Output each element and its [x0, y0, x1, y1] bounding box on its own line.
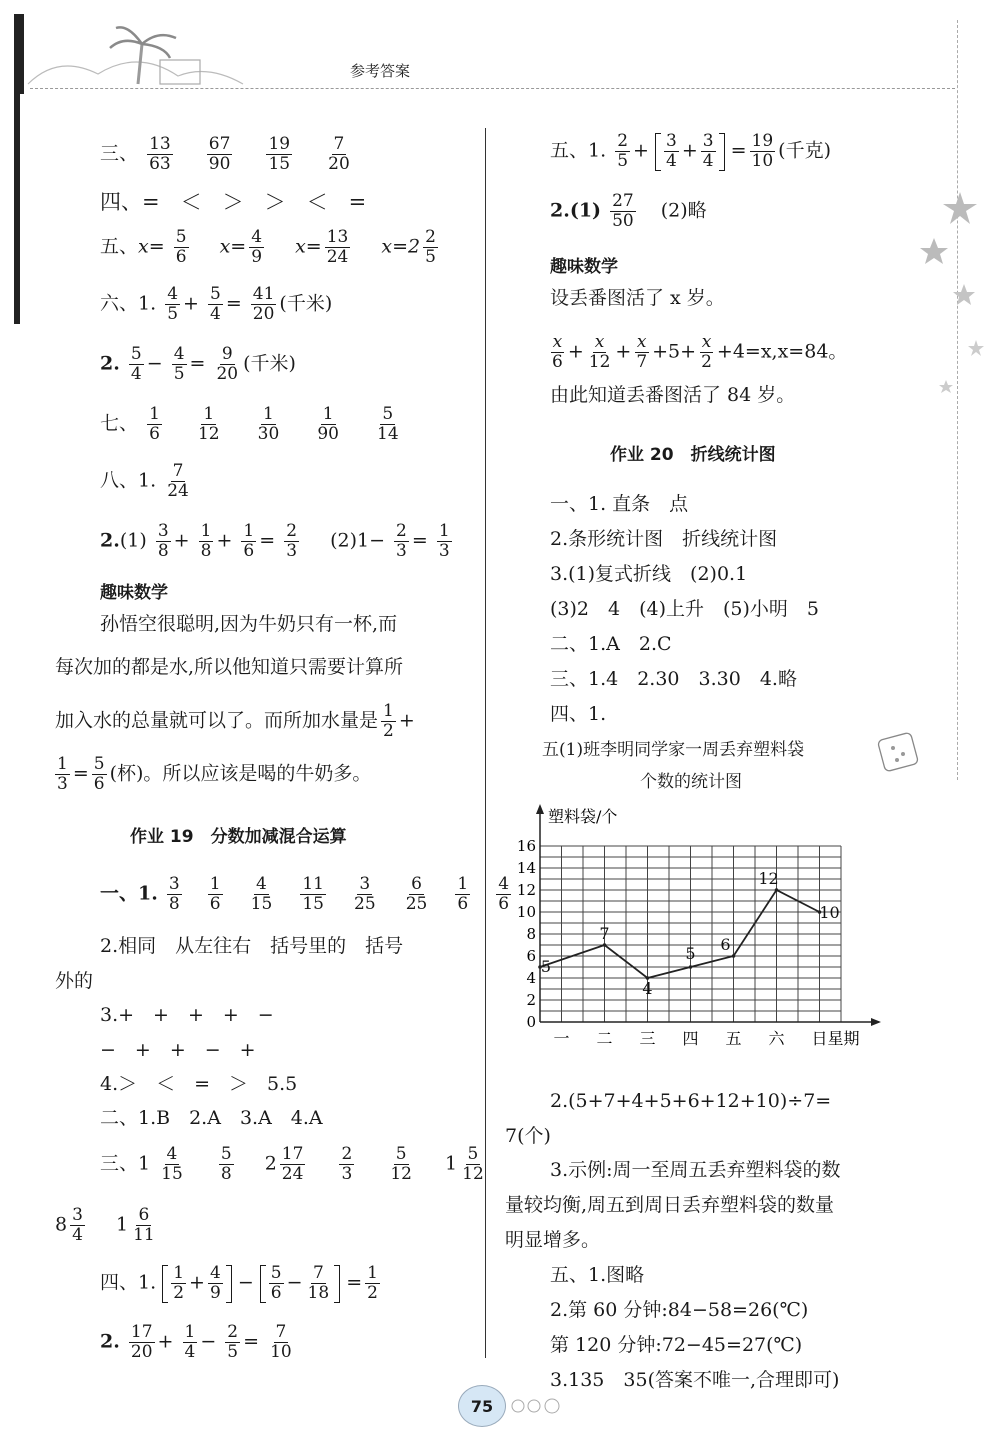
y-tick-label: 14: [516, 859, 536, 877]
data-point: [689, 965, 693, 969]
left-liu1-line: 六、1. $\frac{4}{5}$ + $\frac{5}{4}$ = $\frac{41}{20}$ (千米): [100, 284, 333, 324]
data-label: 7: [599, 924, 610, 943]
h19-er-line: 二、1.B 2.A 3.A 4.A: [100, 1107, 323, 1129]
y-tick-label: 4: [526, 969, 536, 987]
h19-4-line: 4.＞ ＜ = ＞ 5.5: [100, 1073, 298, 1095]
left-ba1-line: 八、1. $\frac{7}{24}$: [100, 461, 189, 501]
header-decoration: [18, 14, 248, 94]
fun-right-line: 由此知道丢番图活了 84 岁。: [550, 384, 796, 406]
left-margin-bar: [14, 14, 20, 324]
homework-20-title: 作业 20 折线统计图: [610, 445, 776, 465]
h20-wu-line: 3.135 35(答案不唯一,合理即可): [550, 1369, 840, 1391]
homework-19-title: 作业 19 分数加减混合运算: [130, 827, 347, 847]
left-wu-line: 五、x= $\frac{5}{6}$ x= $\frac{4}{9}$ x= $\frac{13}{24}$ x=2 $\frac{2}{5}$: [100, 227, 436, 267]
y-tick-label: 16: [516, 837, 536, 855]
x-axis-label: 星期: [827, 1029, 860, 1048]
fraction: $\frac{19}{15}$: [268, 134, 291, 174]
y-tick-label: 8: [526, 925, 536, 943]
header-title: 参考答案: [350, 62, 411, 80]
fun-right-line: 设丢番图活了 x 岁。: [550, 287, 725, 309]
h19-3-line: 3.+ + + + −: [100, 1004, 274, 1026]
page-number-badge: [458, 1385, 506, 1427]
h20-line: 二、1.A 2.C: [550, 633, 672, 655]
h20-wu-line: 2.第 60 分钟:84−58=26(℃): [550, 1299, 809, 1321]
fun-paragraph-line: $\frac{1}{3}$ = $\frac{5}{6}$ (杯)。所以应该是喝的牛奶多。: [57, 754, 372, 794]
y-axis-label: 塑料袋/个: [548, 807, 618, 826]
left-ba2-line: 2.(1) $\frac{3}{8}$ + $\frac{1}{8}$ + $\frac{1}{6}$ = $\frac{2}{3}$ (2)1− $\frac{2}{3}$ = $\frac{1}{3}$: [100, 521, 450, 561]
fun-paragraph-line: 孙悟空很聪明,因为牛奶只有一杯,而: [100, 613, 398, 635]
fraction: $\frac{7}{20}$: [328, 134, 350, 174]
y-tick-label: 2: [526, 991, 536, 1009]
data-label: 12: [758, 869, 779, 888]
section-label: 三、: [100, 142, 139, 165]
line-chart: [505, 800, 905, 1060]
y-tick-label: 0: [526, 1013, 536, 1031]
data-point: [775, 888, 779, 892]
h20-example-line: 明显增多。: [505, 1229, 601, 1251]
h20-example-line: 量较均衡,周五到周日丢弃塑料袋的数量: [505, 1194, 835, 1216]
h20-line: (3)2 4 (4)上升 (5)小明 5: [550, 598, 820, 620]
h19-san-line: 三、1 $\frac{4}{15}$ $\frac{5}{8}$ 2 $\frac{17}{24}$ $\frac{2}{3}$ $\frac{5}{12}$ 1 $\frac{5}{12}$: [100, 1144, 484, 1184]
left-qi-line: 七、 $\frac{1}{6}$ $\frac{1}{12}$ $\frac{1}{30}$ $\frac{1}{90}$ $\frac{5}{14}$: [100, 404, 399, 444]
fun-math-heading: 趣味数学: [550, 257, 618, 277]
fun-paragraph-line: 加入水的总量就可以了。而所加水量是 $\frac{1}{2}$ +: [55, 701, 415, 741]
data-point: [603, 943, 607, 947]
data-label: 10: [819, 903, 840, 922]
dice-stamp-icon: [875, 728, 923, 776]
h20-wu-line: 第 120 分钟:72−45=27(℃): [550, 1334, 803, 1356]
x-tick-label: 六: [768, 1029, 785, 1048]
fun-right-equation: $\frac{x}{6}$ + $\frac{x}{12}$ + $\frac{x}{7}$ +5+ $\frac{x}{2}$ +4=x,x=84。: [552, 332, 848, 372]
left-liu2-line: 2. $\frac{5}{4}$ − $\frac{4}{5}$ = $\frac{9}{20}$ (千米): [100, 344, 296, 384]
h19-san2-line: 8 $\frac{3}{4}$ 1 $\frac{6}{11}$: [55, 1205, 155, 1245]
chart-title-line: 五(1)班李明同学家一周丢弃塑料袋: [542, 740, 805, 760]
star-decoration-icon: [920, 180, 1000, 410]
h19-si2-line: 2. $\frac{17}{20}$ + $\frac{1}{4}$ − $\frac{2}{5}$ = $\frac{7}{10}$: [100, 1322, 292, 1362]
h20-line: 一、1. 直条 点: [550, 493, 689, 515]
h19-yi-line: 一、1. $\frac{3}{8}$ $\frac{1}{6}$ $\frac{4}{15}$ $\frac{11}{15}$ $\frac{3}{25}$ $\frac{6}{25}$ $\frac{1}{6}$ $\frac{4}{6}$: [100, 874, 510, 914]
right-wu2-line: 2.(1) $\frac{27}{50}$ (2)略: [550, 191, 707, 231]
h20-line: 2.条形统计图 折线统计图: [550, 528, 778, 550]
h19-3-line: − + + − +: [100, 1039, 256, 1061]
data-point: [732, 954, 736, 958]
h20-calc-line: 2.(5+7+4+5+6+12+10)÷7=: [550, 1090, 832, 1112]
x-tick-label: 三: [639, 1029, 656, 1048]
fun-paragraph-line: 每次加的都是水,所以他知道只需要计算所: [55, 656, 404, 678]
bubble-decoration-icon: [508, 1396, 568, 1416]
palm-tree-icon: [18, 14, 248, 94]
y-tick-label: 6: [526, 947, 536, 965]
fun-math-heading: 趣味数学: [100, 583, 168, 603]
x-tick-label: 一: [553, 1029, 570, 1048]
h19-si1-line: 四、1. $\frac{1}{2}$ + $\frac{4}{9}$ − $\frac{5}{6}$ − $\frac{7}{18}$ = $\frac{1}{2}$: [100, 1263, 378, 1303]
left-si-line: 四、= ＜ ＞ ＞ ＜ =: [100, 190, 367, 214]
y-axis-arrow: [536, 804, 544, 814]
x-tick-label: 日: [811, 1029, 828, 1048]
h20-example-line: 3.示例:周一至周五丢弃塑料袋的数: [550, 1159, 841, 1181]
x-tick-label: 四: [682, 1029, 699, 1048]
h19-2-line: 2.相同 从左往右 括号里的 括号: [100, 935, 404, 957]
h20-wu-line: 五、1.图略: [550, 1264, 645, 1286]
data-label: 6: [720, 935, 731, 954]
x-axis-arrow: [871, 1018, 881, 1026]
y-tick-label: 10: [516, 903, 536, 921]
chart-title-line: 个数的统计图: [640, 772, 742, 792]
fraction: $\frac{67}{90}$: [208, 134, 231, 174]
h19-2-line: 外的: [55, 970, 94, 992]
page-number: 75: [470, 1396, 494, 1416]
h20-line: 3.(1)复式折线 (2)0.1: [550, 563, 748, 585]
x-tick-label: 二: [596, 1029, 613, 1048]
data-label: 5: [540, 957, 552, 976]
h20-calc-line: 7(个): [505, 1125, 551, 1147]
header-rule: [30, 88, 955, 89]
fraction: $\frac{13}{63}$: [149, 134, 171, 174]
data-label: 5: [685, 944, 696, 963]
h20-line: 三、1.4 2.30 3.30 4.略: [550, 668, 797, 690]
h20-line: 四、1.: [550, 703, 607, 725]
data-label: 4: [642, 979, 653, 998]
left-san-line: [100, 135, 355, 174]
x-tick-label: 五: [725, 1029, 742, 1048]
right-wu1-line: 五、1. $\frac{2}{5}$ + $\frac{3}{4}$ + $\frac{3}{4}$ = $\frac{19}{10}$ (千克): [550, 131, 831, 171]
y-tick-label: 12: [516, 881, 536, 899]
